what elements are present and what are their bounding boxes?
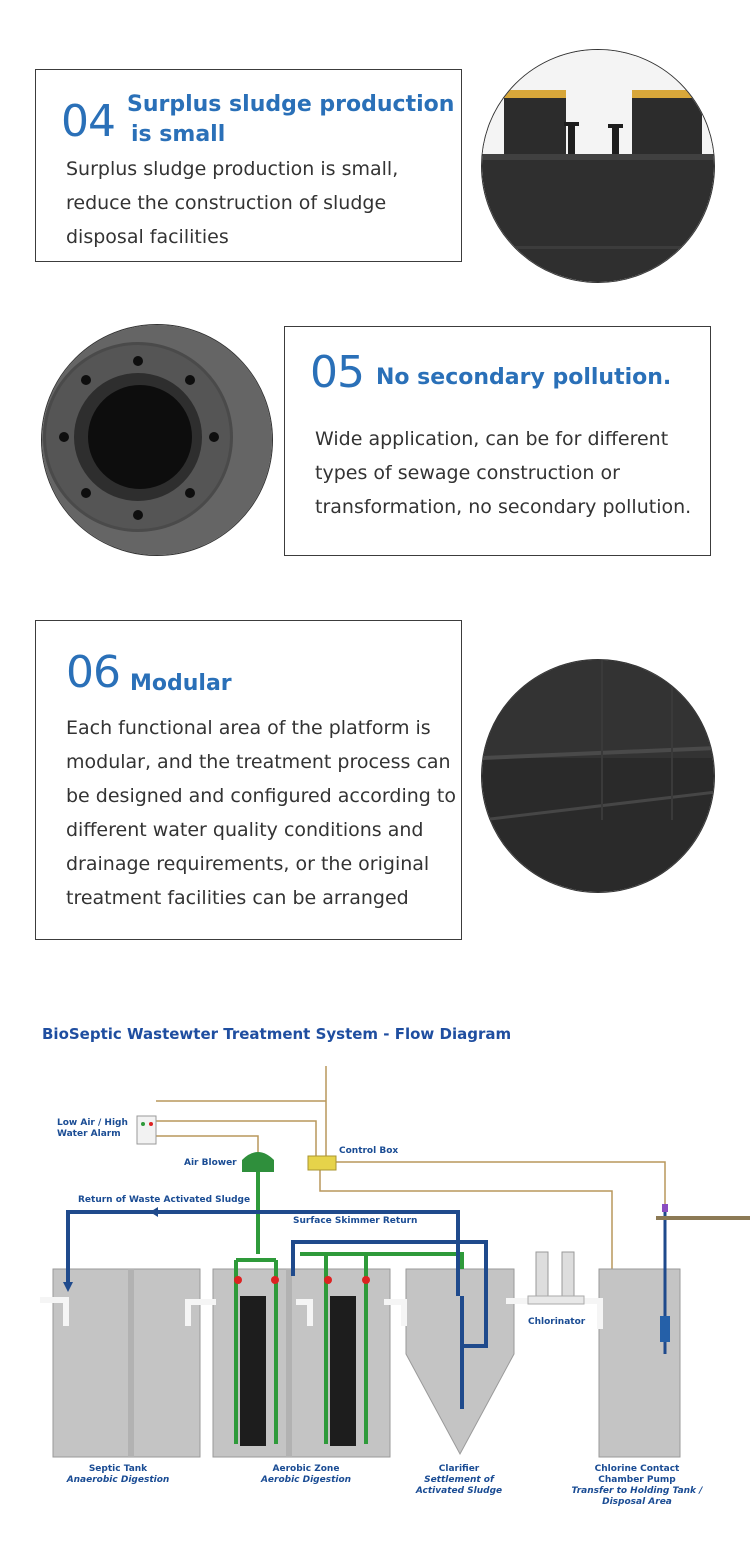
modular-panel-photo [481, 659, 715, 893]
control-box-label: Control Box [339, 1146, 399, 1156]
tank-sub: Activated Sludge [415, 1486, 503, 1496]
air-blower [242, 1152, 274, 1172]
feature-card-05 [284, 326, 711, 556]
section-body [66, 152, 398, 254]
section-body [66, 711, 456, 915]
chlorine-contact-chamber [599, 1269, 680, 1457]
body-line: transformation, no secondary pollution. [315, 496, 692, 518]
chlorinator-label: Chlorinator [528, 1317, 586, 1327]
section-number: 05 [310, 347, 364, 398]
body-line: Wide application, can be for different [315, 428, 669, 450]
body-line: treatment facilities can be arranged [66, 887, 409, 909]
tank-sub: Disposal Area [602, 1497, 672, 1507]
body-line: Each functional area of the platform is [66, 717, 431, 739]
aerobic-zone [213, 1269, 390, 1457]
section-body [315, 422, 691, 524]
ground-surface [656, 1216, 750, 1220]
septic-tank [53, 1269, 200, 1457]
flow-diagram [0, 1064, 750, 1564]
control-box [308, 1156, 336, 1170]
body-line: be designed and configured according to [66, 785, 456, 807]
return-sludge-label: Return of Waste Activated Sludge [78, 1195, 251, 1205]
feature-card-04 [35, 69, 462, 262]
body-line: modular, and the treatment process can [66, 751, 451, 773]
alarm-label-2: Water Alarm [57, 1129, 121, 1139]
body-line: different water quality conditions and [66, 819, 424, 841]
body-line: disposal facilities [66, 226, 229, 248]
section-title: Surplus sludge production [127, 92, 455, 117]
chlorinator [536, 1252, 548, 1300]
section-number: 04 [61, 96, 115, 147]
body-line: reduce the construction of sludge [66, 192, 387, 214]
body-line: Surplus sludge production is small, [66, 158, 399, 180]
tank-name: Chlorine Contact [594, 1464, 680, 1474]
skimmer-label: Surface Skimmer Return [293, 1216, 418, 1226]
alarm-box [137, 1116, 156, 1144]
tank-sub: Aerobic Digestion [260, 1475, 352, 1485]
tank-name: Clarifier [438, 1464, 480, 1474]
diagram-title: BioSeptic Wastewter Treatment System - Flow Diagram [42, 1025, 512, 1043]
section-title: No secondary pollution. [376, 365, 672, 390]
tank-name: Aerobic Zone [272, 1464, 340, 1474]
tank-name: Chamber Pump [598, 1475, 676, 1485]
tank-top-photo [481, 49, 715, 283]
air-blower-label: Air Blower [184, 1158, 237, 1168]
tank-sub: Transfer to Holding Tank / [571, 1486, 703, 1496]
flange-photo [41, 324, 273, 556]
body-line: drainage requirements, or the original [66, 853, 430, 875]
section-title: Modular [130, 671, 232, 696]
body-line: types of sewage construction or [315, 462, 620, 484]
tank-name: Septic Tank [88, 1464, 148, 1474]
tank-sub: Anaerobic Digestion [66, 1475, 170, 1485]
tank-sub: Settlement of [424, 1475, 494, 1485]
section-title-cont: is small [131, 122, 226, 147]
section-number: 06 [66, 647, 120, 698]
alarm-label-1: Low Air / High [57, 1118, 128, 1128]
feature-card-06 [35, 620, 462, 940]
